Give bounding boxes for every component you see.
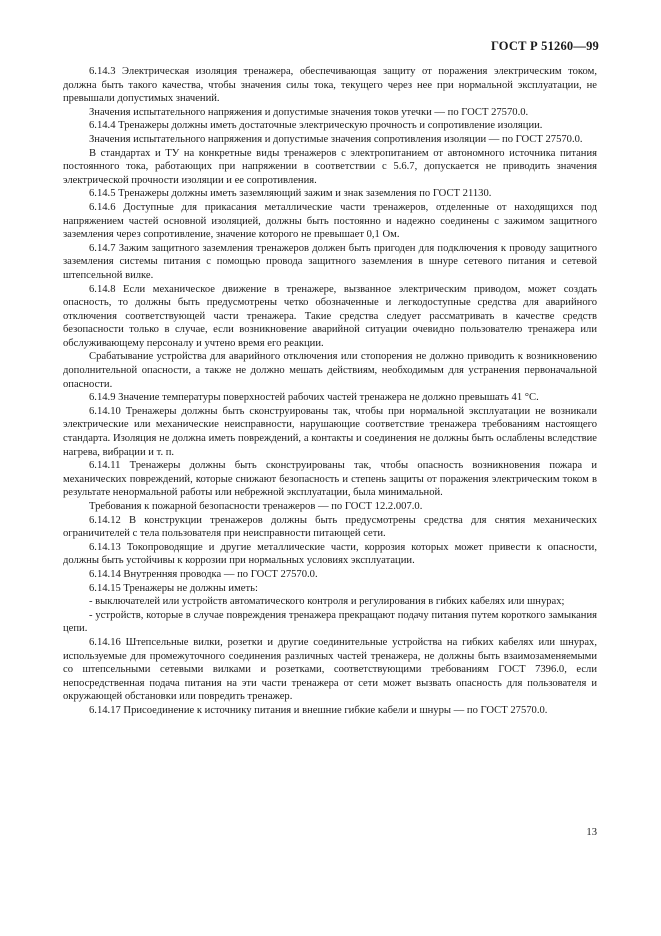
paragraph: Срабатывание устройства для аварийного отключения или стопорения не должно приводить к возникновению дополнительной опасности, а также не должно мешать действиям, необходимым для устранения первоначальной опасности. [63, 351, 597, 390]
list-item: - выключателей или устройств автоматического контроля и регулирования в гибких кабелях или шнурах; [89, 596, 565, 608]
paragraph: 6.14.16 Штепсельные вилки, розетки и другие соединительные устройства на гибких кабелях или шнурах, используемые для промежуточного соединения различных частей тренажера, не должны быть взаимозаменяемыми со штепсельными сетевыми вилками и розетками, соответствующими требованиям ГОСТ 7396.0, если непосредственная подача питания на эти части тренажера от сети может вызвать опасность для пользователя и окружающей обстановки или повредить тренажер. [63, 636, 597, 703]
paragraph: 6.14.15 Тренажеры не должны иметь: [89, 582, 258, 594]
paragraph: 6.14.8 Если механическое движение в тренажере, вызванное электрическим приводом, может создать опасность, то должны быть предусмотрены четко обозначенные и легкодоступные средства для аварийного отключения соответствующей части тренажера. Такие средства следует рассматривать в качестве средств безопасности только в случае, если возникновение аварийной ситуации очевидно пользователю тренажера или обслуживающему персоналу и учтено время его реакции. [63, 283, 597, 349]
document-header: ГОСТ Р 51260—99 [490, 39, 599, 53]
paragraph: 6.14.3 Электрическая изоляция тренажера, обеспечивающая защиту от поражения электрическим током, должна быть такого качества, чтобы значения силы тока, текущего через нее при нормальной эксплуатации, не превышали допустимых значений. [63, 66, 597, 105]
paragraph: Значения испытательного напряжения и допустимые значения токов утечки — по ГОСТ 27570.0. [89, 106, 529, 118]
paragraph: 6.14.17 Присоединение к источнику питания и внешние гибкие кабели и шнуры — по ГОСТ 27570.0. [89, 704, 548, 716]
paragraph: Значения испытательного напряжения и допустимые значения сопротивления изоляции — по ГОСТ 27570.0. [89, 133, 583, 145]
paragraph: В стандартах и ТУ на конкретные виды тренажеров с электропитанием от автономного источника питания постоянного тока, работающих при напряжении в соответствии с 5.6.7, допускается не приводить значения электрической прочности изоляции и ее сопротивления. [63, 147, 597, 186]
paragraph: 6.14.12 В конструкции тренажеров должны быть предусмотрены средства для снятия механических ограничителей с тела пользователя при неисправности питающей сети. [63, 514, 597, 540]
list-item: - устройств, которые в случае повреждения тренажера прекращают подачу питания путем короткого замыкания цепи. [63, 609, 597, 635]
paragraph: 6.14.13 Токопроводящие и другие металлические части, коррозия которых может привести к опасности, должны быть устойчивы к коррозии при нормальных условиях эксплуатации. [63, 541, 597, 567]
paragraph: 6.14.5 Тренажеры должны иметь заземляющий зажим и знак заземления по ГОСТ 21130. [89, 188, 492, 200]
page-number: 13 [586, 827, 597, 838]
paragraph: 6.14.10 Тренажеры должны быть сконструированы так, чтобы при нормальной эксплуатации не возникали электрические или механические неисправности, нарушающие соответствие тренажера требованиям настоящего стандарта. Изоляция не должна иметь повреждений, а контакты и соединения не должны быть ослаблены вследствие нагрева, вибрации и т. п. [63, 405, 597, 458]
paragraph: 6.14.14 Внутренняя проводка — по ГОСТ 27570.0. [89, 568, 318, 580]
paragraph: 6.14.9 Значение температуры поверхностей рабочих частей тренажера не должно превышать 41 °С. [89, 392, 539, 404]
document-body [63, 65, 597, 718]
paragraph: 6.14.6 Доступные для прикасания металлические части тренажеров, отделенные от находящихся под напряжением частей основной изоляцией, должны быть постоянно и надежно соединены с зажимом защитного заземления через сопротивление, значение которого не превышает 0,1 Ом. [63, 201, 597, 241]
paragraph: 6.14.7 Зажим защитного заземления тренажеров должен быть пригоден для подключения к проводу защитного заземления системы питания с помощью провода защитного заземления в шнуре сетевого питания и сетевой штепсельной вилке. [63, 242, 597, 281]
paragraph: Требования к пожарной безопасности тренажеров — по ГОСТ 12.2.007.0. [89, 501, 423, 512]
paragraph: 6.14.4 Тренажеры должны иметь достаточные электрическую прочность и сопротивление изоляции. [89, 120, 543, 132]
paragraph: 6.14.11 Тренажеры должны быть сконструированы так, чтобы опасность возникновения пожара и механических повреждений, которые снижают безопасность и степень защиты от поражения электрическим током в результате ненормальной работы или небрежной эксплуатации, была минимальной. [63, 460, 597, 499]
